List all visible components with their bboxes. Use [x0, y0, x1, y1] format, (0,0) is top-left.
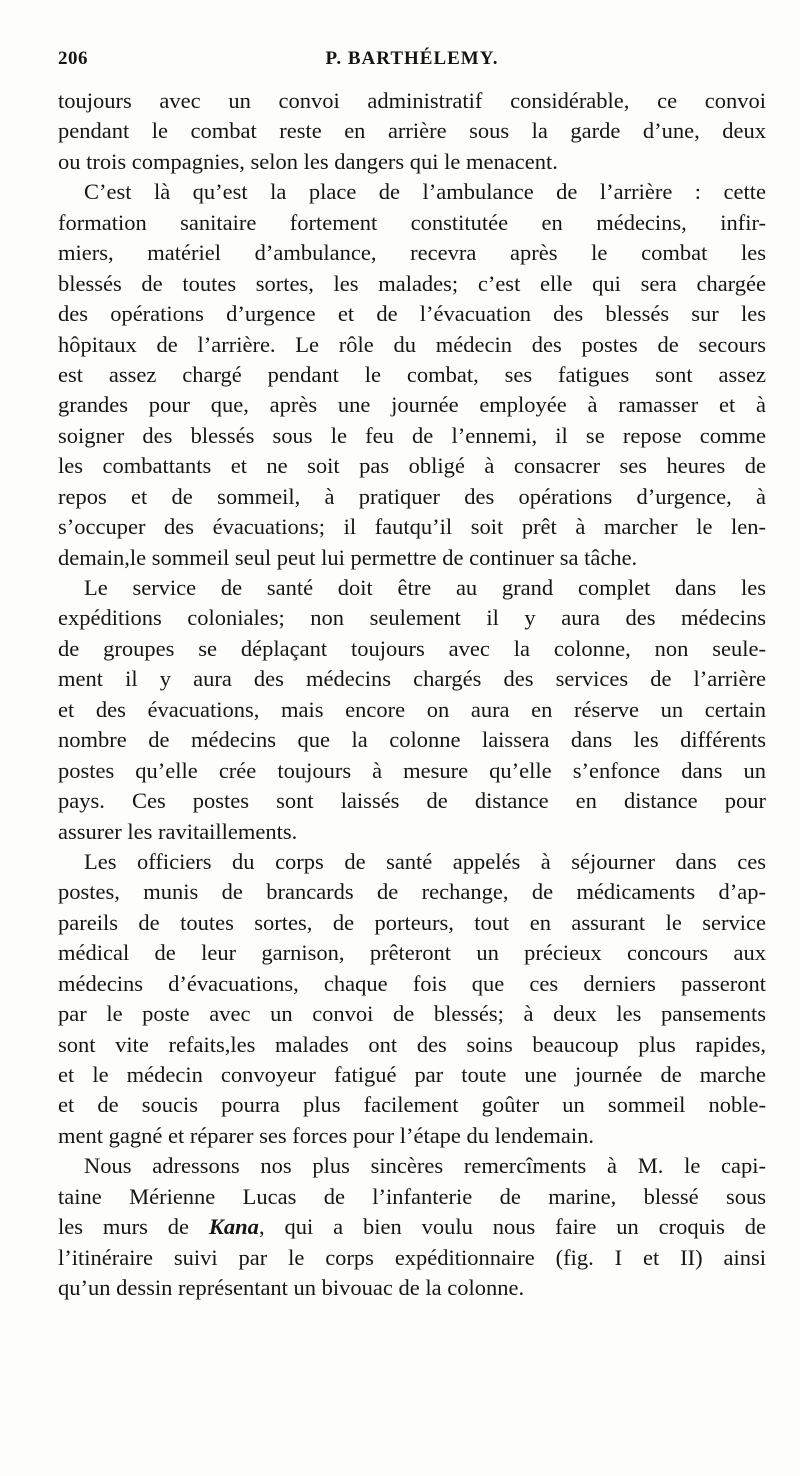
text-line: par le poste avec un convoi de blessés; à deux les pansements: [58, 1001, 766, 1027]
text-line: et le médecin convoyeur fatigué par toute une journée de marche: [58, 1062, 766, 1087]
text-line: nombre de médecins que la colonne laissera dans les différents: [58, 727, 766, 753]
text-line: hôpitaux de l’arrière. Le rôle du médecin des postes de secours: [58, 331, 766, 357]
text-line: ment gagné et réparer ses forces pour l’étape du lendemain.: [58, 1122, 595, 1148]
text-line: sont vite refaits,les malades ont des soins beaucoup plus rapides,: [58, 1031, 766, 1057]
text-line: C’est là qu’est la place de l’ambulance de l’arrière : cette: [84, 179, 766, 205]
running-title: P. BARTHÉLEMY.: [325, 48, 499, 69]
text-line: miers, matériel d’ambulance, recevra après le combat les: [58, 240, 766, 266]
text-line: est assez chargé pendant le combat, ses fatigues sont assez: [58, 361, 766, 387]
text-line: les combattants et ne soit pas obligé à consacrer ses heures de: [58, 453, 766, 479]
italic-place-name: Kana: [208, 1214, 259, 1240]
page-number: 206: [58, 48, 88, 69]
text-line: des opérations d’urgence et de l’évacuation des blessés sur les: [58, 301, 766, 327]
text-line: ou trois compagnies, selon les dangers qui le menacent.: [58, 148, 558, 174]
text-line: postes qu’elle crée toujours à mesure qu’elle s’enfonce dans un: [58, 757, 766, 783]
paragraph-5: [58, 1151, 766, 1303]
paragraph-4: [58, 847, 766, 1151]
text-line: toujours avec un convoi administratif considérable, ce convoi: [58, 88, 766, 113]
text-line: Le service de santé doit être au grand complet dans les: [84, 575, 766, 600]
text-line: et des évacuations, mais encore on aura en réserve un certain: [58, 696, 766, 722]
text-line: pendant le combat reste en arrière sous la garde d’une, deux: [58, 118, 766, 144]
text-line: formation sanitaire fortement constitutée en médecins, infir-: [58, 209, 766, 235]
text-line: repos et de sommeil, à pratiquer des opérations d’urgence, à: [58, 483, 766, 509]
page-header: [58, 48, 766, 74]
text-line: taine Mérienne Lucas de l’infanterie de marine, blessé sous: [58, 1183, 766, 1209]
text-line: pareils de toutes sortes, de porteurs, tout en assurant le service: [58, 909, 766, 935]
text-line: et de soucis pourra plus facilement goûter un sommeil noble-: [58, 1092, 766, 1118]
text-line: soigner des blessés sous le feu de l’ennemi, il se repose comme: [58, 422, 766, 448]
text-line: s’occuper des évacuations; il fautqu’il soit prêt à marcher le len-: [58, 514, 766, 540]
text-line: grandes pour que, après une journée employée à ramasser et à: [58, 392, 766, 418]
text-line: assurer les ravitaillements.: [58, 818, 298, 844]
paragraph-1: [58, 86, 766, 177]
text-line: les murs de Kana, qui a bien voulu nous faire un croquis de: [58, 1214, 766, 1240]
text-line: pays. Ces postes sont laissés de distance en distance pour: [58, 788, 766, 814]
text-line: médecins d’évacuations, chaque fois que ces derniers passeront: [58, 970, 766, 996]
text-line: de groupes se déplaçant toujours avec la colonne, non seule-: [58, 635, 766, 661]
text-line: blessés de toutes sortes, les malades; c’est elle qui sera chargée: [58, 270, 766, 296]
text-line: expéditions coloniales; non seulement il y aura des médecins: [58, 605, 766, 631]
text-line: Les officiers du corps de santé appelés à séjourner dans ces: [84, 848, 766, 874]
text-line: l’itinéraire suivi par le corps expéditionnaire (fig. I et II) ainsi: [58, 1244, 766, 1270]
text-line: ment il y aura des médecins chargés des services de l’arrière: [58, 666, 766, 692]
text-line: médical de leur garnison, prêteront un précieux concours aux: [58, 940, 766, 966]
body-text: [58, 86, 766, 1304]
text-line: Nous adressons nos plus sincères remercîments à M. le capi-: [84, 1153, 766, 1179]
paragraph-2: [58, 177, 766, 573]
text-line: qu’un dessin représentant un bivouac de la colonne.: [58, 1275, 525, 1301]
paragraph-3: [58, 573, 766, 847]
text-line: postes, munis de brancards de rechange, de médicaments d’ap-: [58, 879, 766, 905]
text-line: demain,le sommeil seul peut lui permettre de continuer sa tâche.: [58, 544, 638, 570]
